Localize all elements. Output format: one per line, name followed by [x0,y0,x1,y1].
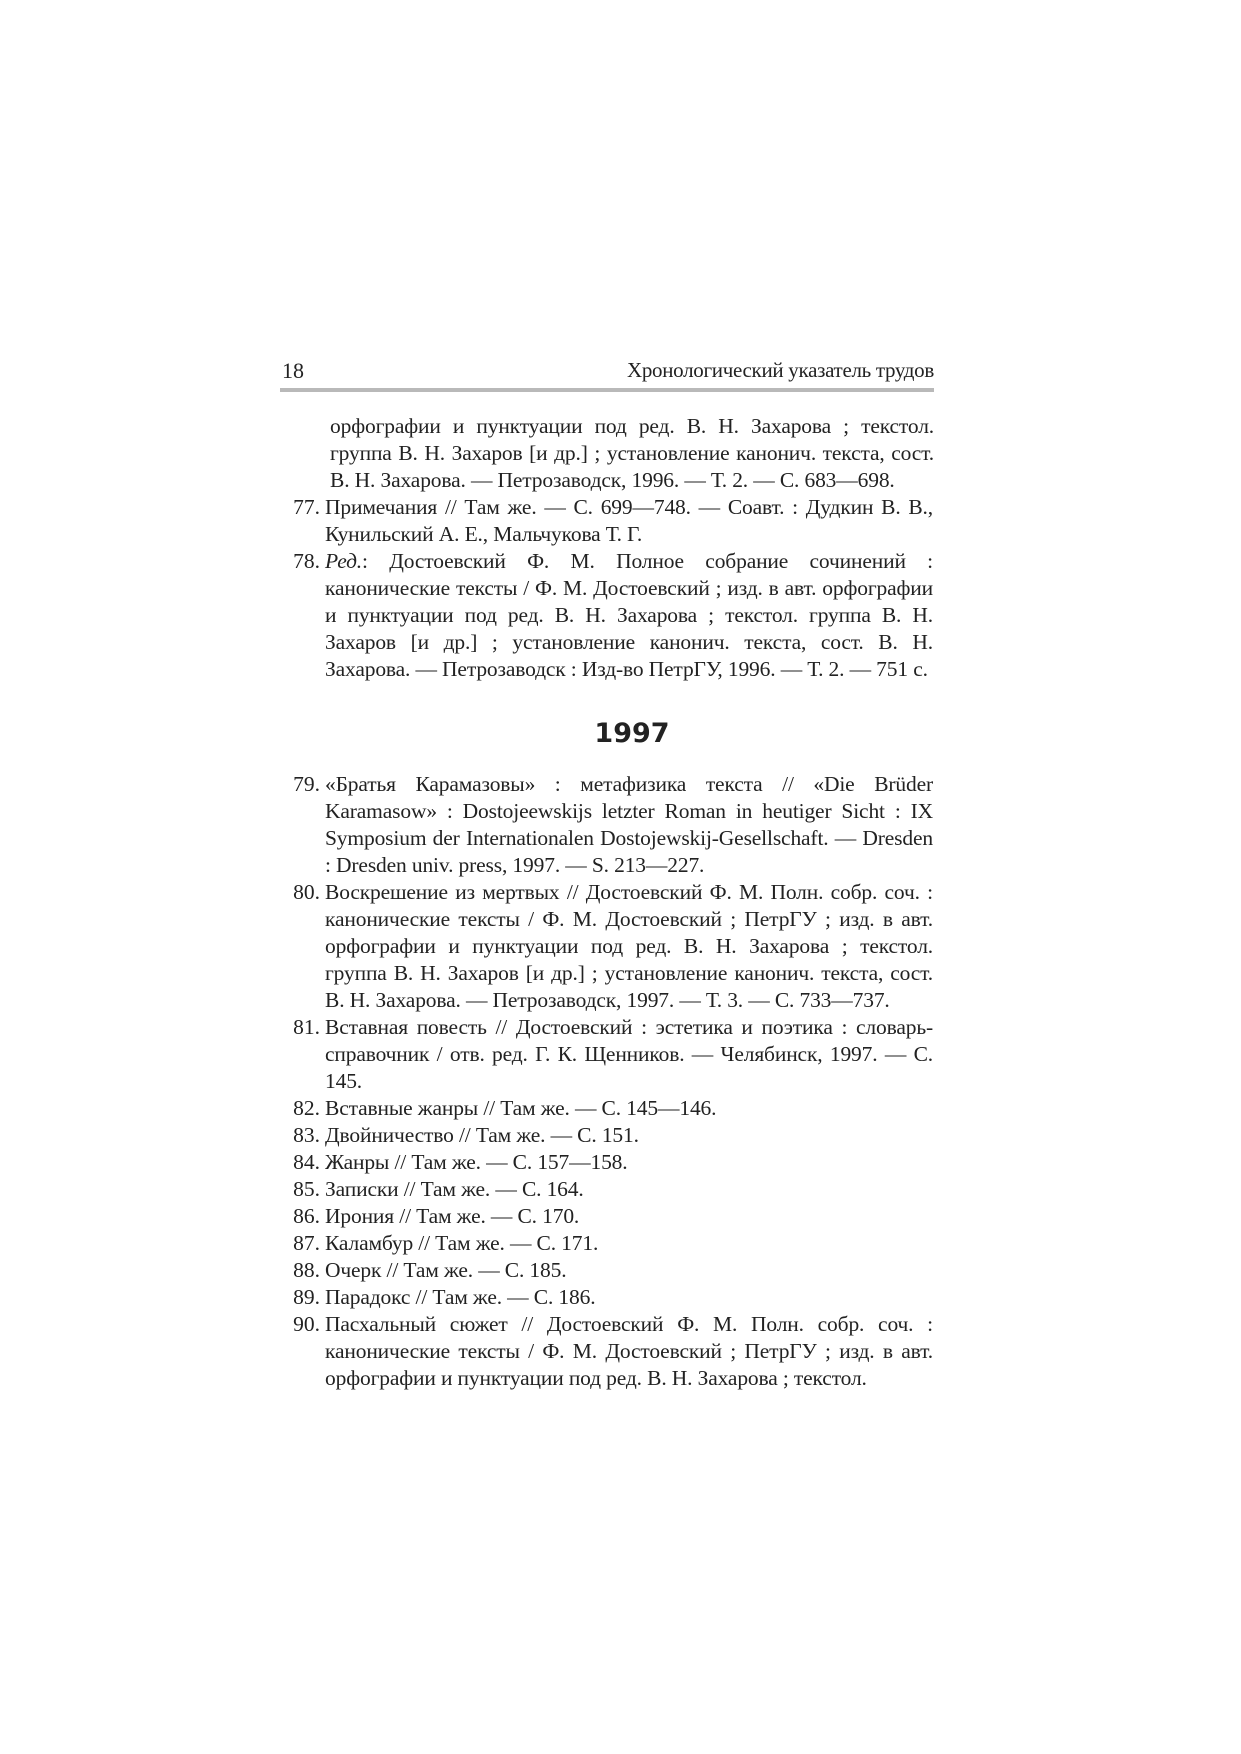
list-item [280,1311,934,1392]
entry-number: 85. [293,1177,320,1201]
list-item [280,548,934,683]
list-item [280,771,934,879]
entry-text: Двойничество // Там же. — С. 151. [325,1123,639,1147]
entry-text-container [325,548,933,683]
entry-number: 90. [293,1312,320,1336]
entry-number: 81. [293,1015,320,1039]
entry-number: 87. [293,1231,320,1255]
editor-prefix: Ред. [325,549,363,573]
page-number: 18 [282,358,304,383]
list-item [280,1122,934,1149]
entry-number: 80. [293,880,320,904]
running-header [280,348,934,392]
entry-text: Вставные жанры // Там же. — С. 145—146. [325,1096,717,1120]
entry-text: Вставная повесть // Достоевский : эстетика и поэтика : словарь-справочник / отв. ред. Г. К. Щенников. — Челябинск, 1997. — С. 145. [325,1015,933,1093]
list-item [280,1149,934,1176]
entry-number: 83. [293,1123,320,1147]
list-item [280,1176,934,1203]
list-item [280,1230,934,1257]
entry-text: Примечания // Там же. — С. 699—748. — Соавт. : Дудкин В. В., Кунильский А. Е., Мальчукова Т. Г. [325,495,933,546]
entry-text: Ирония // Там же. — С. 170. [325,1204,580,1228]
entry-continuation: орфографии и пунктуации под ред. В. Н. Захарова ; текстол. группа В. Н. Захаров [и др.] ; установление канонич. текста, сост. В. Н. Захарова. — Петрозаводск, 1996. — Т. 2. — С. 683—698. [330,414,934,492]
entry-number: 84. [293,1150,320,1174]
entry-number: 88. [293,1258,320,1282]
entry-text: : Достоевский Ф. М. Полное собрание сочинений : канонические тексты / Ф. М. Достоевский ; изд. в авт. орфографии и пунктуации под ред. В. Н. Захарова ; текстол. группа В. Н. Захаров [и др.] ; установление канонич. текста, сост. В. Н. Захарова. — Петрозаводск : Изд-во ПетрГУ, 1996. — Т. 2. — 751 с. [325,549,933,681]
bibliography-list [280,413,934,1392]
entry-text: Очерк // Там же. — С. 185. [325,1258,567,1282]
list-item [280,879,934,1014]
entry-number: 86. [293,1204,320,1228]
entry-text: Пасхальный сюжет // Достоевский Ф. М. Полн. собр. соч. : канонические тексты / Ф. М. Достоевский ; ПетрГУ ; изд. в авт. орфографии и пунктуации под ред. В. Н. Захарова ; текстол. [325,1312,933,1390]
entry-text: Парадокс // Там же. — С. 186. [325,1285,596,1309]
entry-number: 89. [293,1285,320,1309]
list-item [280,1203,934,1230]
entry-text: Воскрешение из мертвых // Достоевский Ф. М. Полн. собр. соч. : канонические тексты / Ф. М. Достоевский ; ПетрГУ ; изд. в авт. орфографии и пунктуации под ред. В. Н. Захарова ; текстол. группа В. Н. Захаров [и др.] ; установление канонич. текста, сост. В. Н. Захарова. — Петрозаводск, 1997. — Т. 3. — С. 733—737. [325,880,933,1012]
list-item [280,1284,934,1311]
entry-number: 77. [293,495,320,519]
list-item [280,1014,934,1095]
entry-number: 78. [293,549,320,573]
entry-number: 79. [293,772,320,796]
year-heading: 1997 [594,718,670,749]
entry-text: Жанры // Там же. — С. 157—158. [325,1150,628,1174]
list-item [280,494,934,548]
list-item [280,1095,934,1122]
entry-text: Записки // Там же. — С. 164. [325,1177,584,1201]
entry-text: Каламбур // Там же. — С. 171. [325,1231,599,1255]
running-title: Хронологический указатель трудов [626,358,934,382]
entry-number: 82. [293,1096,320,1120]
list-item [280,1257,934,1284]
entry-text: «Братья Карамазовы» : метафизика текста // «Die Brüder Karamasow» : Dostojeewskijs letzter Roman in heutiger Sicht : IX Symposium der Internationalen Dostojewskij-Gesellschaft. — Dresden : Dresden univ. press, 1997. — S. 213—227. [325,772,933,877]
